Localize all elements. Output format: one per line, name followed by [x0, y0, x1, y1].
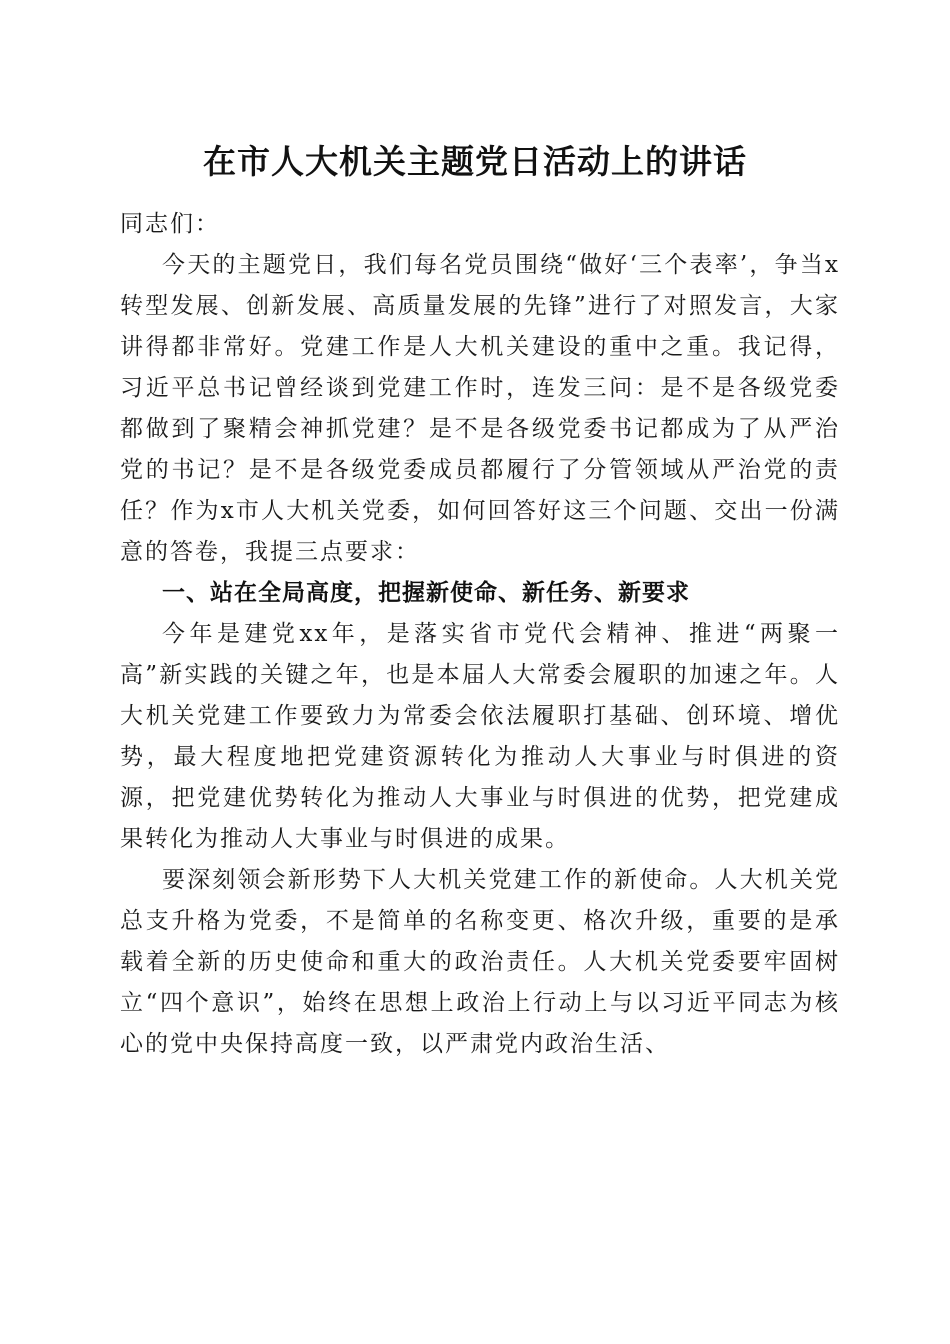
section-1-paragraph-1: 今年是建党xx年，是落实省市党代会精神、推进“两聚一高”新实践的关键之年，也是本届人大常委会履职的加速之年。人大机关党建工作要致力为常委会依法履职打基础、创环境、增优势，最大程度地把党建资源转化为推动人大事业与时俱进的资源，把党建优势转化为推动人大事业与时俱进的优势，把党建成果转化为推动人大事业与时俱进的成果。: [120, 621, 840, 852]
section-heading-1: 一、站在全局高度，把握新使命、新任务、新要求: [162, 580, 690, 606]
section-1-paragraph-2: 要深刻领会新形势下人大机关党建工作的新使命。人大机关党总支升格为党委，不是简单的名称变更、格次升级，重要的是承载着全新的历史使命和重大的政治责任。人大机关党委要牢固树立“四个意识”，始终在思想上政治上行动上与以习近平同志为核心的党中央保持高度一致，以严肃党内政治生活、: [120, 867, 840, 1057]
document-title: 在市人大机关主题党日活动上的讲话: [203, 142, 747, 181]
salutation: 同志们：: [120, 211, 220, 237]
intro-paragraph: 今天的主题党日，我们每名党员围绕“做好‘三个表率’，争当x转型发展、创新发展、高质量发展的先锋”进行了对照发言，大家讲得都非常好。党建工作是人大机关建设的重中之重。我记得，习近平总书记曾经谈到党建工作时，连发三问：是不是各级党委都做到了聚精会神抓党建？是不是各级党委书记都成为了从严治党的书记？是不是各级党委成员都履行了分管领域从严治党的责任？作为x市人大机关党委，如何回答好这三个问题、交出一份满意的答卷，我提三点要求：: [120, 252, 840, 565]
document-body: [120, 204, 840, 1065]
